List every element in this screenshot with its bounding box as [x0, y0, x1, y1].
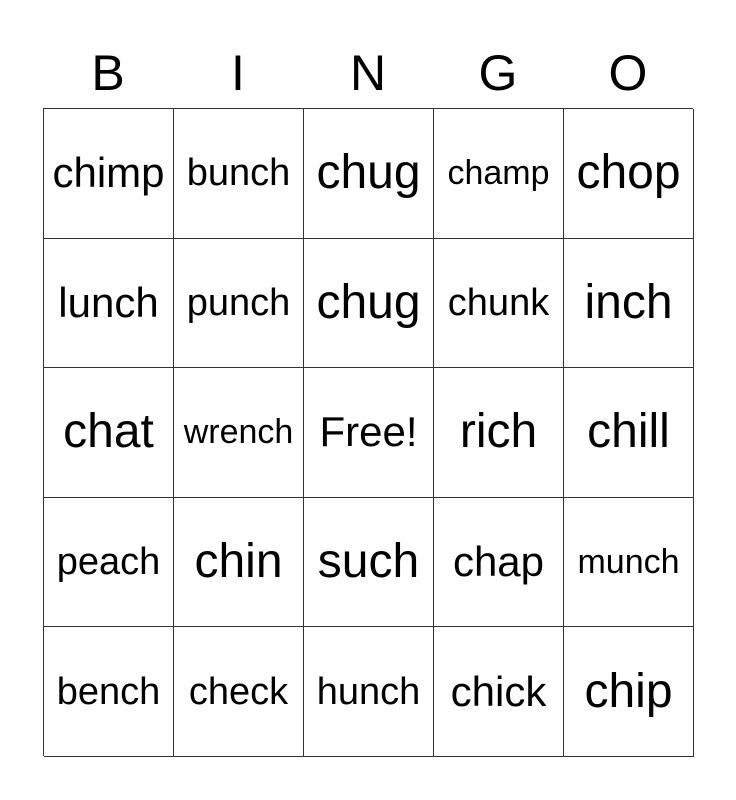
bingo-cell: bench: [44, 627, 174, 757]
bingo-grid: [43, 108, 693, 756]
bingo-cell: chug: [304, 109, 434, 239]
bingo-cell: wrench: [174, 368, 304, 498]
bingo-cell: chat: [44, 368, 174, 498]
bingo-cell: check: [174, 627, 304, 757]
header-letter-n: N: [349, 45, 387, 101]
bingo-cell: chin: [174, 498, 304, 628]
header-letter-g: G: [478, 45, 518, 101]
bingo-cell: punch: [174, 239, 304, 369]
bingo-cell: hunch: [304, 627, 434, 757]
bingo-cell: chop: [564, 109, 694, 239]
header-letter-o: O: [608, 45, 648, 101]
bingo-cell: bunch: [174, 109, 304, 239]
header-letter-b: B: [91, 45, 125, 101]
bingo-cell: such: [304, 498, 434, 628]
bingo-cell: chick: [434, 627, 564, 757]
bingo-cell: chip: [564, 627, 694, 757]
bingo-cell: chunk: [434, 239, 564, 369]
bingo-header: [43, 40, 693, 106]
free-space-cell: Free!: [304, 368, 434, 498]
bingo-cell: munch: [564, 498, 694, 628]
bingo-cell: chill: [564, 368, 694, 498]
bingo-cell: chap: [434, 498, 564, 628]
bingo-cell: rich: [434, 368, 564, 498]
bingo-cell: lunch: [44, 239, 174, 369]
bingo-cell: champ: [434, 109, 564, 239]
bingo-cell: peach: [44, 498, 174, 628]
bingo-cell: inch: [564, 239, 694, 369]
header-letter-i: I: [231, 45, 245, 101]
bingo-cell: chimp: [44, 109, 174, 239]
bingo-cell: chug: [304, 239, 434, 369]
